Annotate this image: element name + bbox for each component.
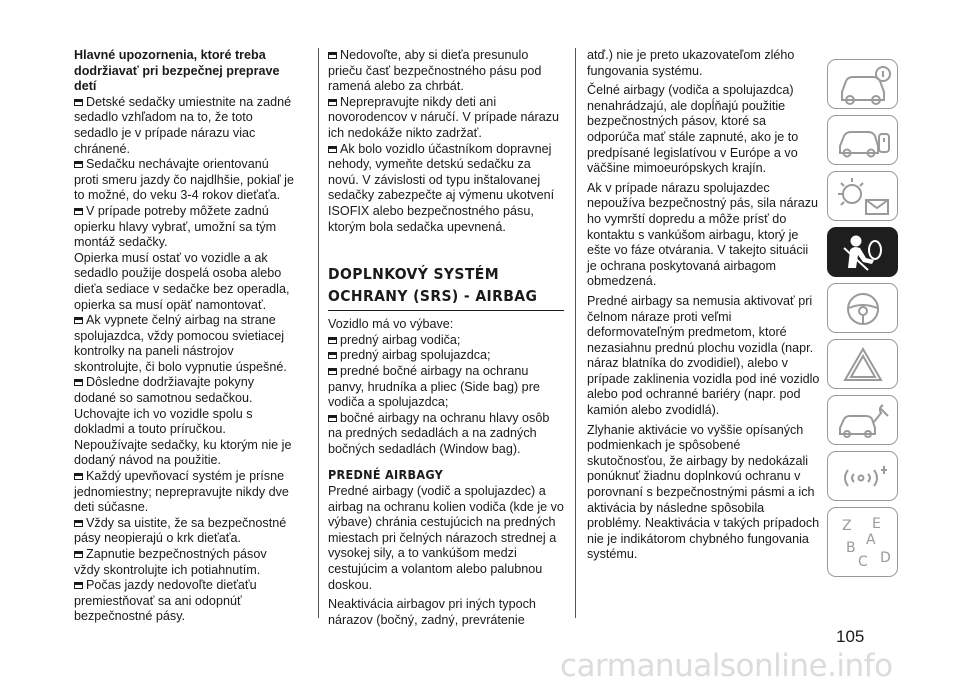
bullet-icon — [328, 52, 337, 59]
bullet-item: Ak vypnete čelný airbag na strane spolujazdca, vždy pomocou svietiacej kontrolky na paneli nástrojov skontrolujte, či bolo vypnutie úspešné. — [74, 313, 287, 374]
section-title-line: OCHRANY (SRS) - AIRBAG — [328, 287, 538, 306]
column-divider — [575, 48, 576, 618]
index-letter: A — [866, 532, 876, 548]
watermark: carmanualsonline.info — [560, 648, 893, 684]
section-heading: Hlavné upozornenia, ktoré treba dodržiavať pri bezpečnej preprave detí — [74, 48, 280, 94]
column-3 — [587, 48, 821, 563]
tab-safety[interactable] — [827, 227, 898, 277]
column-2 — [328, 48, 564, 628]
column-divider — [318, 48, 319, 618]
index-letter: E — [872, 516, 881, 532]
bullet-icon — [328, 337, 337, 344]
index-letter: D — [880, 550, 891, 566]
chapter-tabs — [827, 59, 900, 583]
bullet-item: Ak bolo vozidlo účastníkom dopravnej nehody, vymeňte detskú sedačku za novú. V závislosti od typu inštalovanej sedačky zabezpečte aj výmenu ukotvení ISOFIX alebo bezpečnostného pásu, ktorým bola sedačka upevnená. — [328, 141, 555, 234]
warning-triangle-icon — [828, 340, 898, 389]
paragraph: Ak v prípade nárazu spolujazdec nepoužíva bezpečnostný pás, sila nárazu ho vymrští dopredu a môže prísť do kontaktu s vankúšom airbagu, ktorý je ešte vo fáze otvárania. V takejto situácii je ochrana poskytovaná airbagom obmedzená. — [587, 180, 819, 289]
bullet-item: predný airbag spolujazdca; — [328, 348, 564, 364]
paragraph: Vozidlo má vo výbave: — [328, 317, 454, 332]
index-letter: B — [846, 540, 856, 556]
index-letter: Z — [842, 518, 852, 534]
tab-driving[interactable] — [827, 283, 898, 333]
tab-car-key[interactable] — [827, 115, 898, 165]
bullet-icon — [74, 317, 83, 324]
wrench-car-icon — [828, 396, 898, 445]
bullet-item: Neprepravujte nikdy deti ani novorodencov v náručí. V prípade nárazu ich nedokáže nikto zadržať. — [328, 94, 560, 140]
bullet-icon — [74, 582, 83, 589]
car-key-icon — [828, 116, 898, 165]
bullet-icon — [328, 352, 337, 359]
bullet-item: bočné airbagy na ochranu hlavy osôb na predných sedadlách a na zadných bočných sedadlách (Window bag). — [328, 410, 550, 456]
subheading: PREDNÉ AIRBAGY — [328, 467, 444, 483]
bullet-icon — [328, 99, 337, 106]
bullet-item: Sedačku nechávajte orientovanú proti smeru jazdy čo najdlhšie, pokiaľ je to možné, do veku 3-4 rokov dieťaťa. — [74, 157, 294, 203]
bullet-item: Detské sedačky umiestnite na zadné sedadlo vzhľadom na to, že toto sedadlo je v prípade nárazu viac chránené. — [74, 94, 292, 156]
light-message-icon — [828, 172, 898, 221]
bullet-icon — [74, 208, 83, 215]
car-info-icon — [828, 60, 898, 109]
tab-lights-messages[interactable] — [827, 171, 898, 221]
bullet-icon — [328, 146, 337, 153]
bullet-icon — [74, 161, 83, 168]
tab-infotainment[interactable] — [827, 451, 898, 501]
tab-maintenance[interactable] — [827, 395, 898, 445]
bullet-icon — [74, 473, 83, 480]
tab-index[interactable] — [827, 507, 898, 577]
index-letter: C — [858, 554, 868, 570]
infotainment-icon — [828, 452, 898, 501]
section-title-line: DOPLNKOVÝ SYSTÉM — [328, 265, 499, 284]
paragraph: atď.) nie je preto ukazovateľom zlého fungovania systému. — [587, 48, 795, 78]
bullet-item: V prípade potreby môžete zadnú opierku hlavy vybrať, umožní sa tým montáž sedačky. — [74, 203, 277, 250]
index-letters-icon — [828, 508, 898, 577]
paragraph: Neaktivácia airbagov pri iných typoch nárazov (bočný, zadný, prevrátenie — [328, 597, 536, 627]
tab-emergency[interactable] — [827, 339, 898, 389]
bullet-item: Dôsledne dodržiavajte pokyny dodané so samotnou sedačkou. Uchovajte ich vo vozidle spolu s dokladmi a touto príručkou. Nepoužívajte sedačky, ku ktorým nie je dodaný návod na použitie. — [74, 375, 292, 468]
bullet-icon — [74, 379, 83, 386]
paragraph: Predné airbagy (vodič a spolujazdec) a airbag na ochranu kolien vodiča (kde je vo výbave) chránia cestujúcich na predných miestach pri čelných nárazoch strednej a vysokej sily, a to vankúšom medzi cestujúcim a volantom alebo palubnou doskou. — [328, 484, 564, 592]
bullet-icon — [74, 99, 83, 106]
bullet-icon — [74, 551, 83, 558]
bullet-icon — [328, 368, 337, 375]
bullet-item: Počas jazdy nedovoľte dieťaťu premiestňovať sa ani odopnúť bezpečnostné pásy. — [74, 578, 257, 624]
paragraph: Čelné airbagy (vodiča a spolujazdca) nenahrádzajú, ale dopĺňajú použitie bezpečnostných pásov, ktoré sa odporúča mať stále zapnuté, ako je to predpísané legislatívou v Európe a vo väčšine mimoeurópskych krajín. — [587, 83, 799, 176]
bullet-item: predné bočné airbagy na ochranu panvy, hrudníka a pliec (Side bag) pre vodiča a spolujazdca; — [328, 363, 540, 410]
bullet-item: Nedovoľte, aby si dieťa presunulo prieču časť bezpečnostného pásu pod ramená alebo za chrbát. — [328, 48, 542, 94]
bullet-item: predný airbag vodiča; — [328, 333, 564, 349]
page-number: 105 — [836, 627, 865, 646]
bullet-icon — [74, 520, 83, 527]
steering-wheel-icon — [828, 284, 898, 333]
bullet-item: Zapnutie bezpečnostných pásov vždy skontrolujte ich potiahnutím. — [74, 547, 267, 577]
bullet-icon — [328, 415, 337, 422]
paragraph: Opierka musí ostať vo vozidle a ak sedadlo použije dospelá osoba alebo dieťa sediace v sedačke bez operadla, opierka sa musí opäť namontovať. — [74, 250, 290, 312]
tab-car-info[interactable] — [827, 59, 898, 109]
paragraph: Predné airbagy sa nemusia aktivovať pri čelnom náraze proti veľmi deformovateľným predmetom, ktoré nezasiahnu prednú plochu vozidla (napr. náraz blatníka do zvodidiel), alebo v prípade zaklinenia vozidla pod iné vozidlo alebo pod ochranné bariéry (napr. pod kamión alebo zvodidlá). — [587, 293, 820, 418]
airbag-seat-icon — [828, 228, 898, 277]
section-title — [328, 263, 564, 311]
column-1 — [74, 48, 296, 625]
bullet-item: Každý upevňovací systém je prísne jednomiestny; neprepravujte nikdy dve deti súčasne. — [74, 469, 289, 515]
bullet-item: Vždy sa uistite, že sa bezpečnostné pásy neopierajú o krk dieťaťa. — [74, 515, 287, 546]
paragraph: Zlyhanie aktivácie vo vyššie opísaných podmienkach je spôsobené skutočnosťou, že airbagy by nedokázali ponúknuť žiadnu doplnkovú ochranu v porovnaní s bezpečnostnými pásmi a ich aktivácia by následne spôsobila problémy. Neaktivácia v takých prípadoch nie je indikátorom chybného fungovania systému. — [587, 422, 820, 562]
